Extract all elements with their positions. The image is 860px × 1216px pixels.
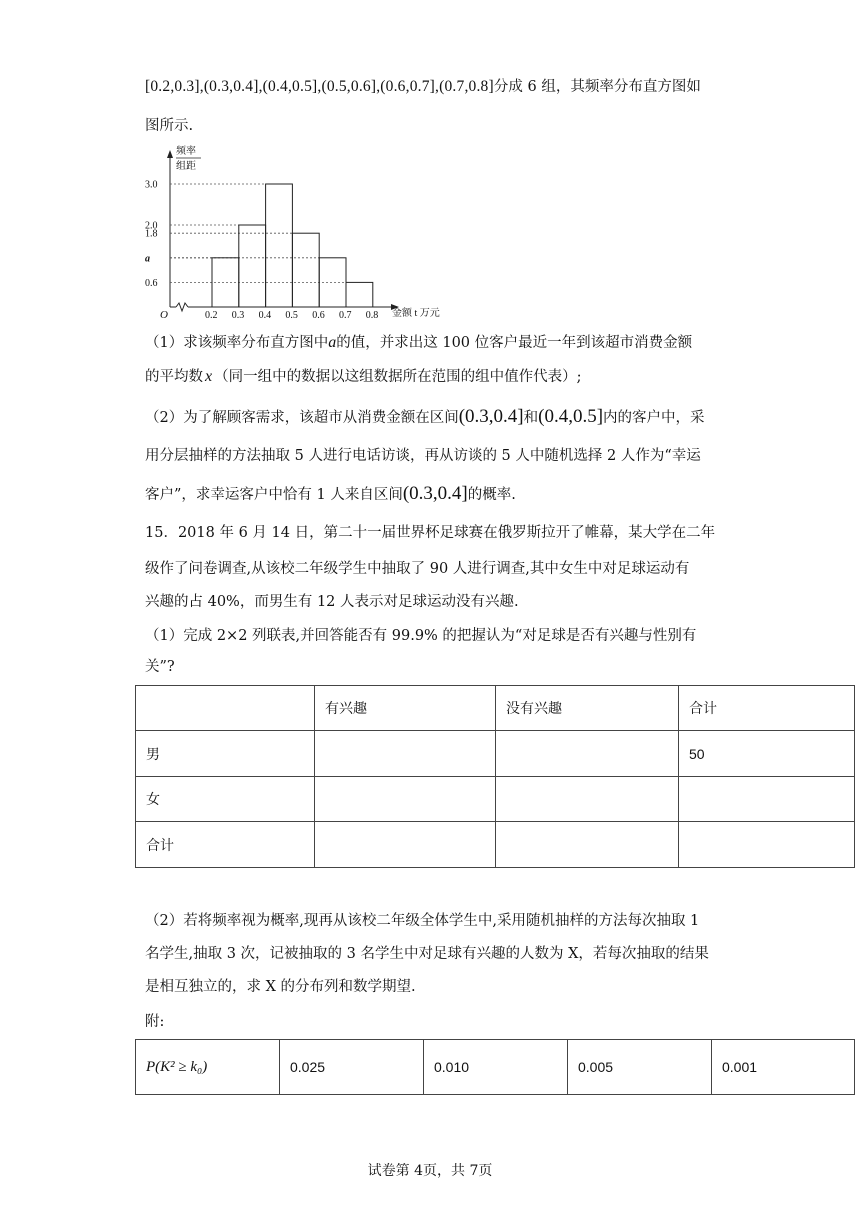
table-cell: 0.010	[424, 1040, 568, 1095]
q14-p1-c: 的平均数	[145, 369, 203, 385]
table-row	[136, 822, 855, 868]
q15-line2: 级作了问卷调查,从该校二年级学生中抽取了 90 人进行调查,其中女生中对足球运动有	[145, 561, 690, 577]
table-cell	[496, 777, 679, 822]
axis-break	[176, 303, 188, 311]
table-cell	[496, 822, 679, 868]
y-label-top: 频率	[176, 146, 196, 157]
x-tick-label: 0.7	[339, 310, 352, 321]
y-tick-label: 0.6	[145, 277, 158, 289]
intro-line-2: 图所示.	[145, 118, 194, 134]
table-header-cell	[136, 686, 315, 731]
y-tick-label: 3.0	[145, 179, 158, 191]
page-footer: 试卷第 4页，共 7页	[367, 1163, 493, 1179]
table-cell: 女	[136, 777, 315, 822]
x-tick-label: 0.2	[205, 310, 218, 321]
q14-p1-b: 的值，并求出这 100 位客户最近一年到该超市消费金额	[336, 335, 693, 351]
y-axis-arrow	[167, 150, 173, 158]
table-row	[136, 686, 855, 731]
x-tick-label: 0.3	[231, 310, 245, 321]
critical-value-table	[135, 1039, 855, 1095]
q14-part1-line1	[145, 333, 692, 353]
intervals-text: [0.2,0.3],(0.3,0.4],(0.4,0.5],(0.5,0.6],(0.6,0.7],(0.7,0.8]	[145, 78, 494, 95]
q15-line3: 兴趣的占 40%，而男生有 12 人表示对足球运动没有兴趣.	[145, 594, 519, 610]
histogram-bar	[239, 225, 266, 307]
intervals-line	[145, 77, 701, 97]
table-cell: 50	[679, 731, 855, 777]
table-cell: 0.025	[280, 1040, 424, 1095]
q14-p1-var2: x	[205, 368, 213, 385]
table-cell	[679, 822, 855, 868]
table-row	[136, 1040, 855, 1095]
x-tick-label: 0.5	[285, 310, 298, 321]
table-cell: 0.005	[568, 1040, 712, 1095]
q14-part2-line3	[145, 484, 516, 505]
table-cell	[679, 777, 855, 822]
histogram-bar	[346, 282, 373, 307]
table-cell	[315, 822, 496, 868]
table-cell: 合计	[136, 822, 315, 868]
table-header-cell: 有兴趣	[315, 686, 496, 731]
origin-label: O	[160, 309, 168, 321]
y-label-bottom: 组距	[176, 161, 196, 172]
q15-line5: 关”?	[145, 659, 175, 675]
q14-p2-b: 和	[523, 410, 539, 426]
x-axis-label: 金额 t 万元	[392, 308, 440, 319]
q14-p1-var: a	[328, 334, 337, 351]
q15-part2-line1: （2）若将频率视为概率,现再从该校二年级全体学生中,采用随机抽样的方法每次抽取 1	[145, 913, 700, 929]
table-cell: 男	[136, 731, 315, 777]
q14-p2-e: 客户”，求幸运客户中恰有 1 人来自区间	[145, 487, 403, 503]
y-tick-label: 1.8	[145, 228, 158, 240]
y-tick-label: 2.0	[145, 220, 158, 232]
q15-line4: （1）完成 2×2 列联表,并回答能否有 99.9% 的把握认为“对足球是否有兴趣与性别有	[145, 628, 697, 644]
q14-p2-f: 的概率.	[467, 487, 516, 503]
histogram-bar	[292, 233, 319, 307]
probability-label-cell: P(K² ≥ k₀)	[136, 1040, 280, 1095]
x-tick-label: 0.4	[258, 310, 272, 321]
table-row	[136, 777, 855, 822]
frequency-histogram	[140, 144, 470, 324]
table-cell	[315, 731, 496, 777]
x-tick-label: 0.6	[312, 310, 325, 321]
y-tick-label: a	[145, 253, 150, 265]
table-row	[136, 731, 855, 777]
x-tick-label: 0.8	[365, 310, 379, 321]
q14-p2-interval1: (0.3,0.4]	[458, 406, 524, 427]
q14-p2-interval2: (0.4,0.5]	[538, 406, 604, 427]
q14-p2-interval3: (0.3,0.4]	[402, 483, 468, 504]
q14-part2-line1	[145, 407, 705, 428]
table-cell	[315, 777, 496, 822]
appendix-label: 附:	[145, 1014, 165, 1030]
table-header-cell: 合计	[679, 686, 855, 731]
q14-p2-c: 内的客户中，采	[603, 410, 705, 426]
table-cell	[496, 731, 679, 777]
q14-p1-a: （1）求该频率分布直方图中	[145, 335, 329, 351]
intervals-suffix: 分成 6 组，其频率分布直方图如	[493, 79, 701, 95]
table-cell: 0.001	[712, 1040, 855, 1095]
q14-p1-d: （同一组中的数据以这组数据所在范围的组中值作代表）;	[214, 369, 582, 385]
q15-part2-line3: 是相互独立的，求 X 的分布列和数学期望.	[145, 979, 416, 995]
q15-part2-line2: 名学生,抽取 3 次，记被抽取的 3 名学生中对足球有兴趣的人数为 X，若每次抽取的结果	[145, 946, 709, 962]
histogram-bar	[266, 184, 293, 307]
q15-line1: 15．2018 年 6 月 14 日，第二十一届世界杯足球赛在俄罗斯拉开了帷幕，某大学在二年	[145, 525, 716, 541]
q14-part2-line2: 用分层抽样的方法抽取 5 人进行电话访谈，再从访谈的 5 人中随机选择 2 人作为“幸运	[145, 448, 701, 464]
q14-p2-a: （2）为了解顾客需求，该超市从消费金额在区间	[145, 410, 459, 426]
table-header-cell: 没有兴趣	[496, 686, 679, 731]
contingency-table	[135, 685, 855, 868]
q14-part1-line2	[145, 367, 582, 387]
